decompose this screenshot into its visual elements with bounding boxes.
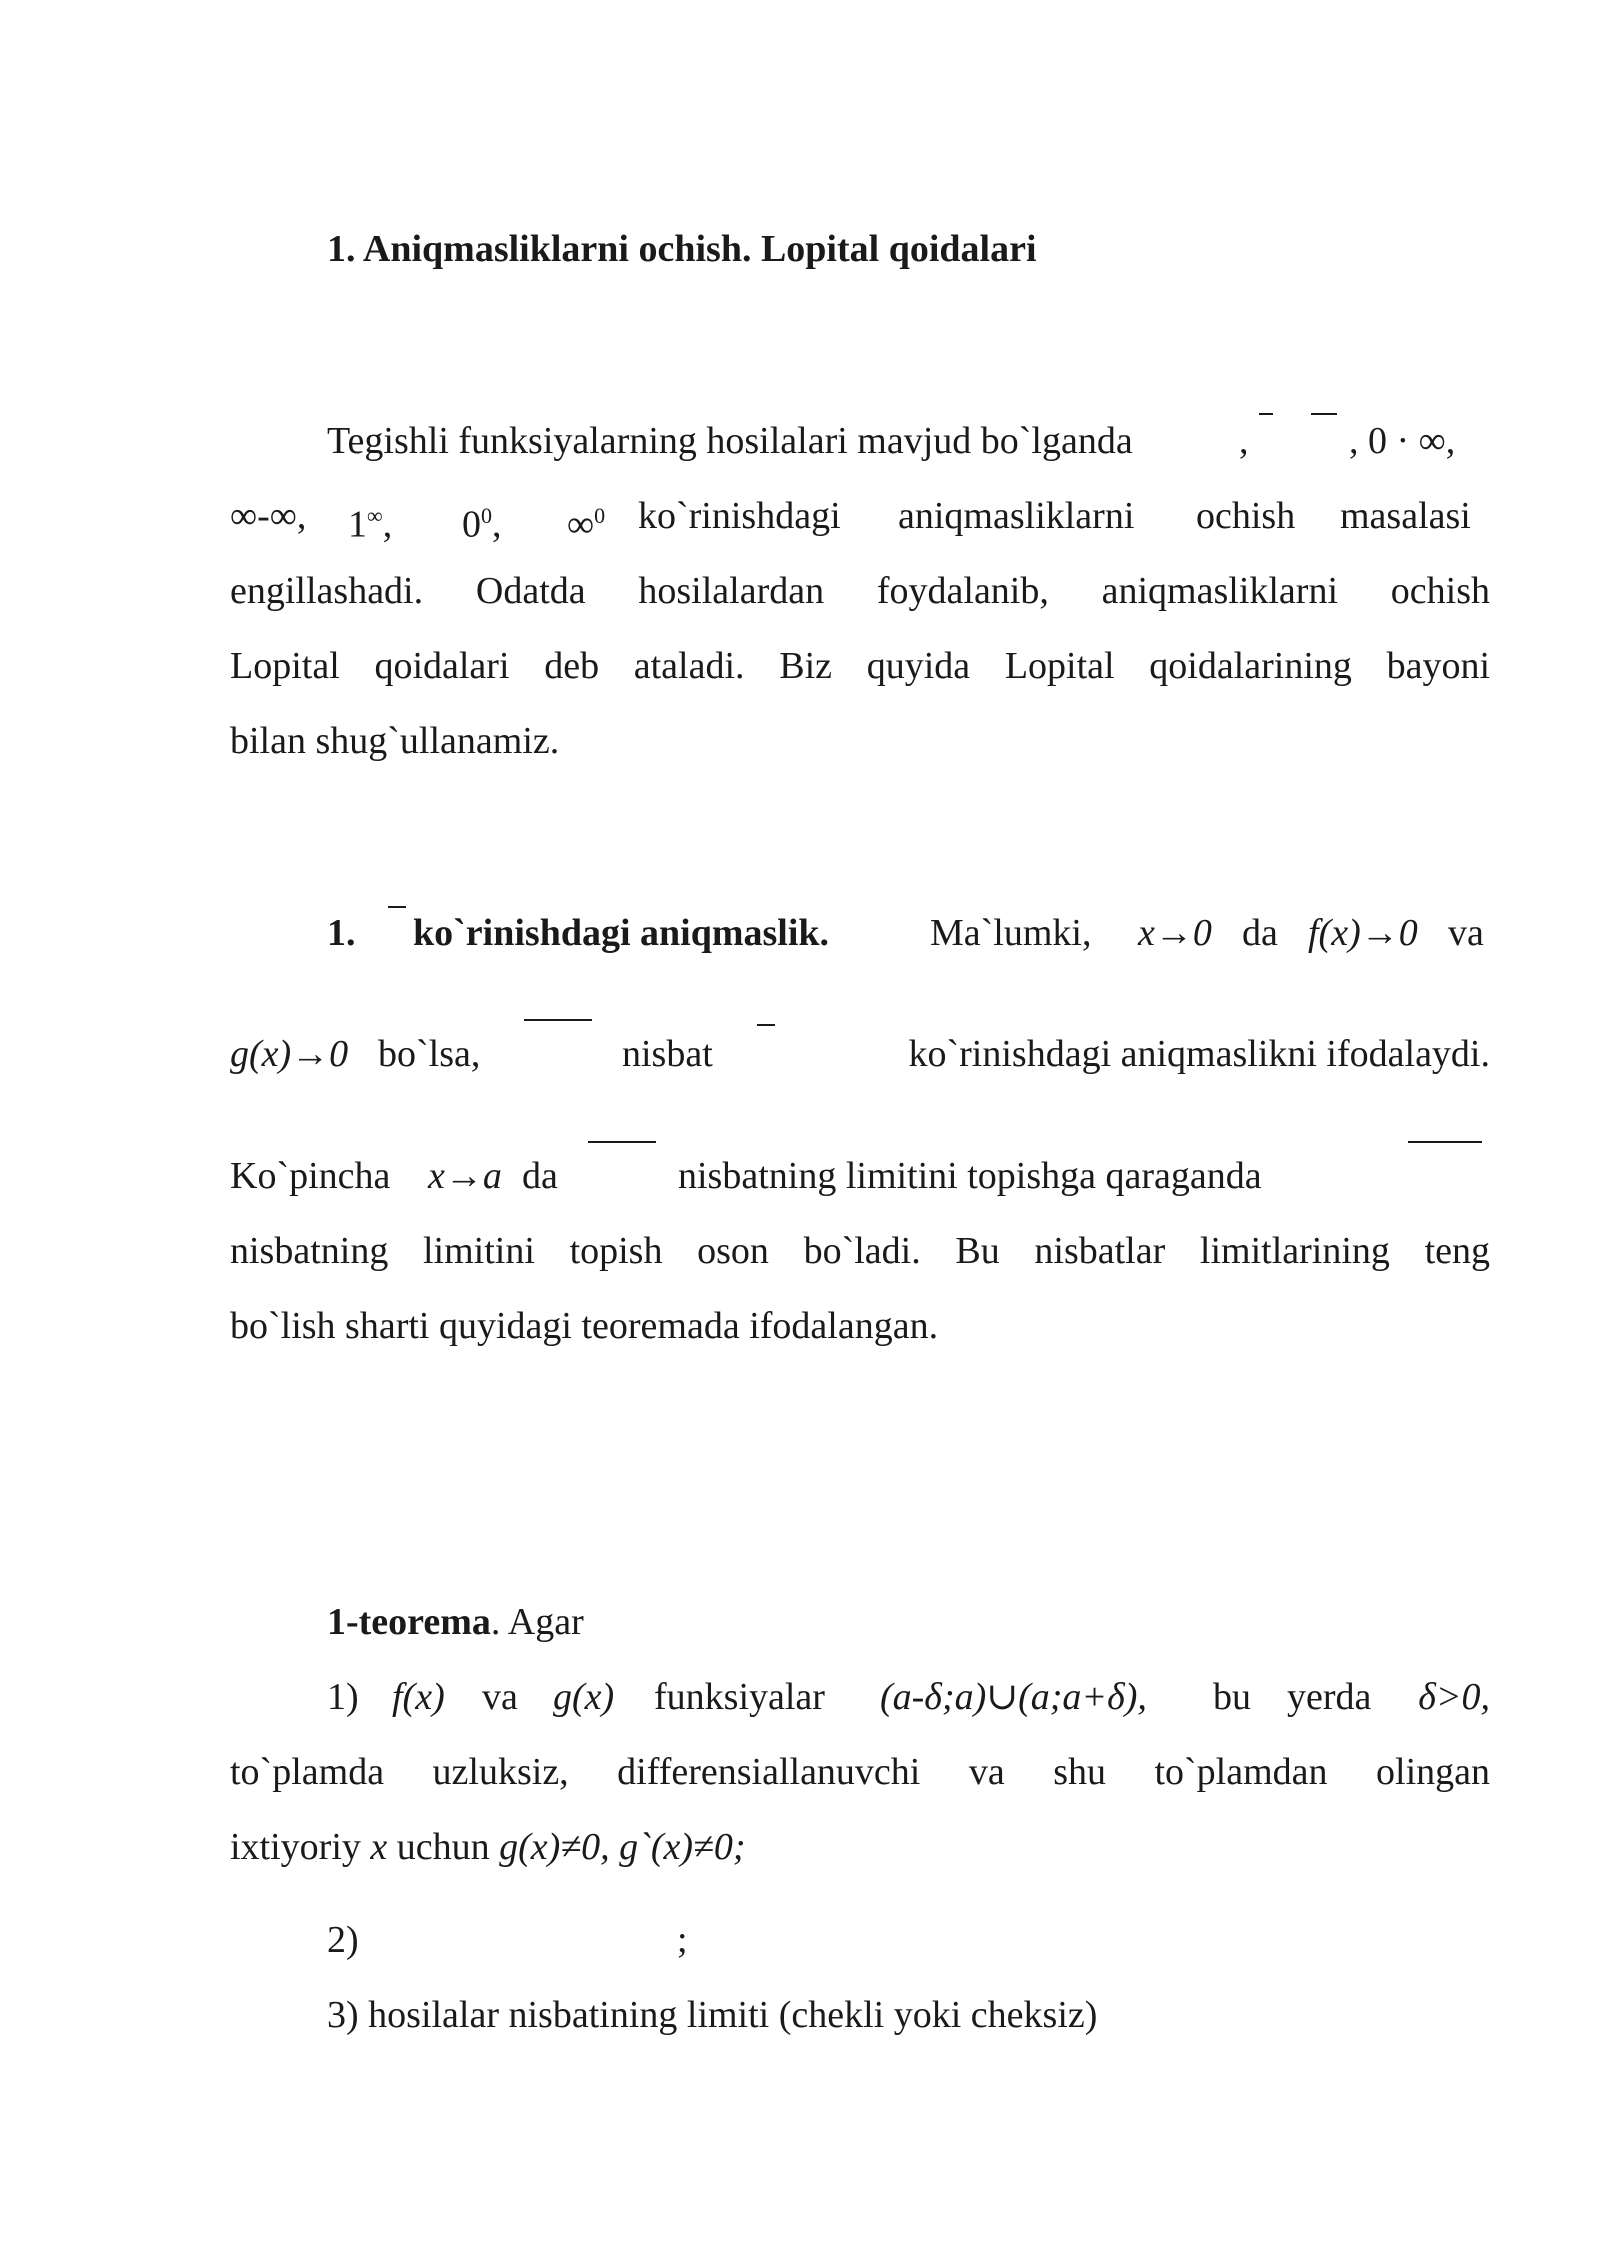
theorem-text: yerda: [1287, 1676, 1372, 1718]
item-number: 1): [327, 1676, 359, 1718]
indeterminate-zero-zero: $0^0$,: [462, 503, 502, 546]
fraction-bar: [1259, 413, 1273, 415]
theorem-math: g(x)≠0, g`(x)≠0;: [499, 1826, 746, 1868]
f-to-zero: f(x)→0: [1308, 912, 1418, 954]
indeterminate-inf-minus-inf: ∞-∞,: [230, 495, 307, 537]
theorem-text: ;: [677, 1919, 688, 1961]
theorem-math: (a-δ;a)∪(a;a+δ),: [880, 1676, 1147, 1718]
theorem-item-3: 3) hosilalar nisbatining limiti (chekli yoki cheksiz): [327, 1994, 1098, 2036]
theorem-math: g(x): [553, 1676, 615, 1718]
section-number: 1.: [327, 912, 356, 954]
x-to-a: x→a: [428, 1155, 502, 1197]
indeterminate-one-inf: 1∞,: [348, 503, 393, 546]
fraction-bar: [524, 1019, 592, 1021]
intro-word: masalasi: [1340, 495, 1471, 537]
fraction-bar: [757, 1024, 775, 1026]
intro-word: ochish: [1196, 495, 1296, 537]
theorem-math: f(x): [392, 1676, 445, 1718]
section1-text: bo`lsa,: [378, 1033, 481, 1075]
intro-line-4: Lopital qoidalari deb ataladi. Biz quyida Lopital qoidalarining bayoni: [230, 645, 1490, 687]
intro-line-1-end: , 0 · ∞,: [1349, 420, 1456, 462]
fraction-bar: [1408, 1141, 1482, 1143]
fraction-bar: [388, 906, 406, 908]
theorem-text: uchun: [396, 1826, 490, 1868]
theorem-text: . Agar: [490, 1601, 584, 1643]
intro-word: ko`rinishdagi: [638, 495, 841, 537]
theorem-math: δ>0,: [1418, 1676, 1490, 1718]
section1-line-5: bo`lish sharti quyidagi teoremada ifodalangan.: [230, 1305, 939, 1347]
theorem-text: funksiyalar: [654, 1676, 825, 1718]
intro-line-3: engillashadi. Odatda hosilalardan foydalanib, aniqmasliklarni ochish: [230, 570, 1490, 612]
intro-sep: ,: [1239, 420, 1249, 462]
intro-line-1-text: Tegishli funksiyalarning hosilalari mavjud bo`lganda: [327, 420, 1133, 462]
section1-text: Ko`pincha: [230, 1155, 391, 1197]
section1-text: nisbatning limitini topishga qaraganda: [678, 1155, 1262, 1197]
theorem-math: x: [370, 1826, 388, 1868]
theorem-item-1-line-2: to`plamda uzluksiz, differensiallanuvchi va shu to`plamdan olingan: [230, 1751, 1490, 1793]
theorem-heading: [327, 1599, 1587, 1645]
section1-text: da: [1242, 912, 1278, 954]
theorem-text: bu: [1213, 1676, 1251, 1718]
theorem-text: va: [482, 1676, 518, 1718]
section1-line-4: nisbatning limitini topish oson bo`ladi. Bu nisbatlar limitlarining teng: [230, 1230, 1490, 1272]
intro-line-5: bilan shug`ullanamiz.: [230, 720, 560, 762]
item-number: 2): [327, 1919, 359, 1961]
intro-line-1: [327, 418, 1490, 464]
x-to-zero: x→0: [1138, 912, 1212, 954]
section-title: ko`rinishdagi aniqmaslik.: [413, 912, 830, 954]
page-title: 1. Aniqmasliklarni ochish. Lopital qoidalari: [327, 228, 1037, 270]
section1-text: va: [1448, 912, 1484, 954]
section1-text: nisbat: [622, 1033, 713, 1075]
fraction-bar: [1311, 413, 1337, 415]
fraction-bar: [588, 1141, 656, 1143]
g-to-zero: g(x)→0: [230, 1033, 349, 1075]
indeterminate-inf-zero: ∞$^0$: [567, 503, 606, 546]
section1-text: ko`rinishdagi aniqmaslikni ifodalaydi.: [908, 1033, 1490, 1075]
theorem-text: ixtiyoriy: [230, 1826, 361, 1868]
theorem-label: 1-teorema: [327, 1601, 491, 1643]
intro-word: aniqmasliklarni: [898, 495, 1135, 537]
theorem-item-1-line-3: [230, 1824, 1490, 1870]
section1-text: da: [522, 1155, 558, 1197]
section1-text: Ma`lumki,: [930, 912, 1092, 954]
